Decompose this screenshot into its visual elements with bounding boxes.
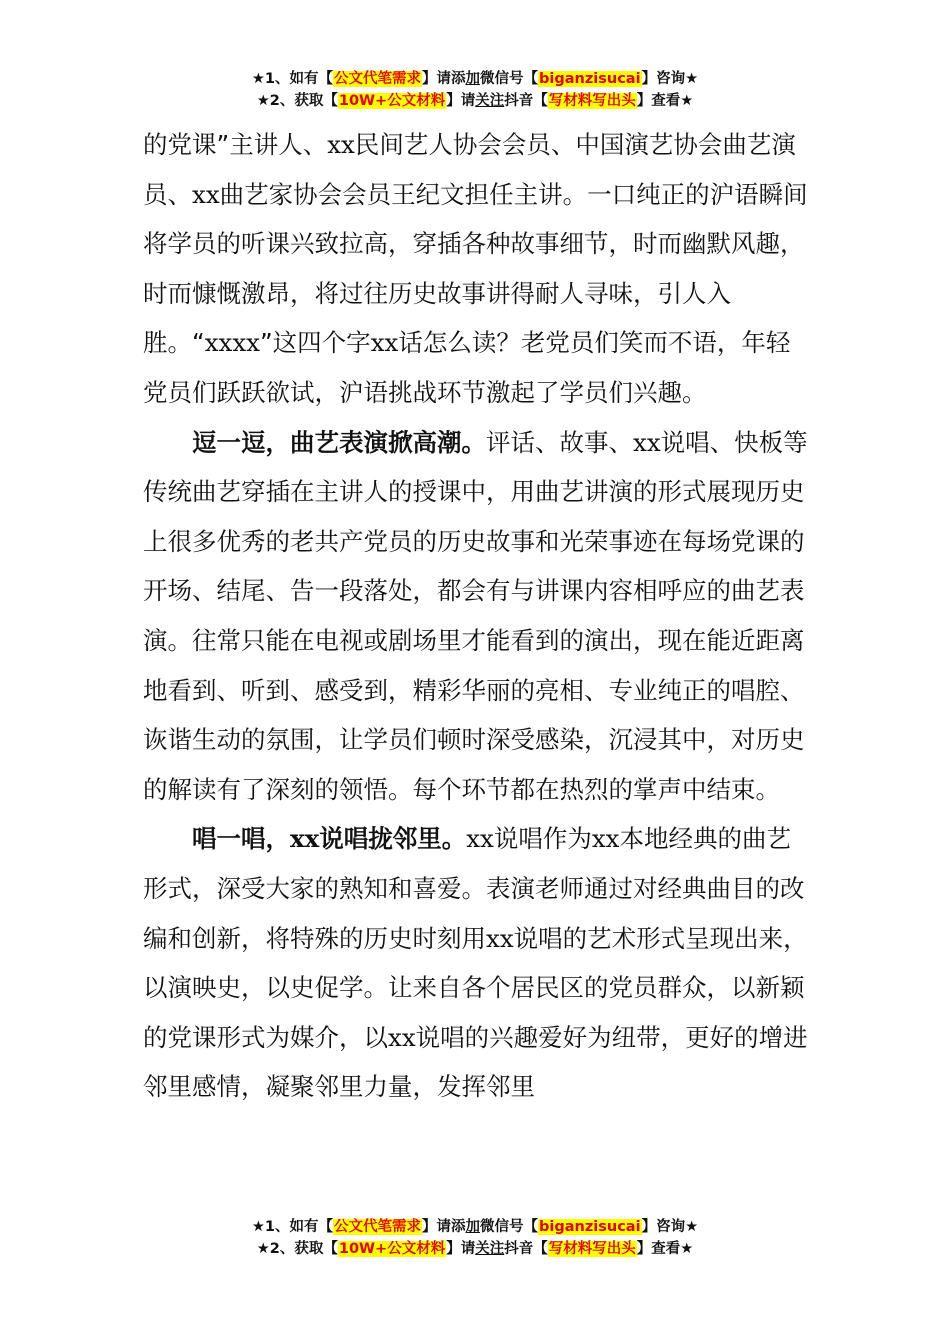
banner-highlight: 写材料写出头 [548,93,636,109]
paragraph-lead: 唱一唱，xx说唱拢邻里。 [192,824,467,854]
banner-line-1 [0,1216,950,1238]
paragraph-body: xx说唱作为xx本地经典的曲艺形式，深受大家的熟知和喜爱。表演老师通过对经典曲目的改编和创新，将特殊的历史时刻用xx说唱的艺术形式呈现出来，以演映史，以史促学。让来自各个居民区的党员群众，以新颖的党课形式为媒介，以xx说唱的兴趣爱好为纽带，更好的增进邻里感情，凝聚邻里力量，发挥邻里 [143,824,808,1102]
banner-underlined-text: 加 [465,71,481,87]
banner-text: 】查看★ [636,1241,694,1257]
banner-text: ★2、获取【 [256,1241,338,1257]
banner-line-1 [0,68,950,90]
paragraph-1: 的党课”主讲人、xx民间艺人协会会员、中国演艺协会曲艺演员、xx曲艺家协会会员王纪文担任主讲。一口纯正的沪语瞬间将学员的听课兴致拉高，穿插各种故事细节，时而幽默风趣，时而慷慨激昂，将过往历史故事讲得耐人寻味，引人入胜。“xxxx”这四个字xx话怎么读？老党员们笑而不语，年轻党员们跃跃欲试，沪语挑战环节激起了学员们兴趣。 [143,130,808,407]
document-body [143,120,813,1112]
banner-underlined-text: 加 [465,1219,481,1235]
banner-highlight: biganzisucai [539,71,641,87]
banner-text: 】请 [446,93,476,109]
banner-text: 抖音【 [504,93,548,109]
banner-highlight: 10W+公文材料 [338,1241,446,1257]
banner-underlined-text: 关注 [475,93,505,109]
banner-highlight: 10W+公文材料 [338,93,446,109]
banner-highlight: 公文代笔需求 [334,1219,422,1235]
banner-text: ★1、如有【 [251,71,334,87]
banner-text: 微信号【 [480,71,539,87]
banner-underlined-text: 关注 [475,1241,505,1257]
banner-text: 】请添 [422,1219,466,1235]
banner-text: 】查看★ [636,93,694,109]
banner-text: ★2、获取【 [256,93,338,109]
banner-text: ★1、如有【 [251,1219,334,1235]
banner-text: 】咨询★ [641,1219,699,1235]
banner-text: 微信号【 [480,1219,539,1235]
banner-text: 】咨询★ [641,71,699,87]
banner-text: 抖音【 [504,1241,548,1257]
paragraph-lead: 逗一逗，曲艺表演掀高潮。 [192,427,486,457]
banner-text: 】请添 [422,71,466,87]
banner-highlight: 写材料写出头 [548,1241,636,1257]
banner-highlight: 公文代笔需求 [334,71,422,87]
paragraph-2 [143,418,813,815]
banner-line-2 [0,90,950,112]
banner-line-2 [0,1238,950,1260]
banner-text: 】请 [446,1241,476,1257]
top-banner [0,68,950,112]
paragraph-3 [143,814,813,1112]
banner-highlight: biganzisucai [539,1219,641,1235]
paragraph-body: 评话、故事、xx说唱、快板等传统曲艺穿插在主讲人的授课中，用曲艺讲演的形式展现历史上很多优秀的老共产党员的历史故事和光荣事迹在每场党课的开场、结尾、告一段落处，都会有与讲课内容相呼应的曲艺表演。往常只能在电视或剧场里才能看到的演出，现在能近距离地看到、听到、感受到，精彩华丽的亮相、专业纯正的唱腔、诙谐生动的氛围，让学员们顿时深受感染，沉浸其中，对历史的解读有了深刻的领悟。每个环节都在热烈的掌声中结束。 [143,427,808,804]
bottom-banner [0,1216,950,1260]
